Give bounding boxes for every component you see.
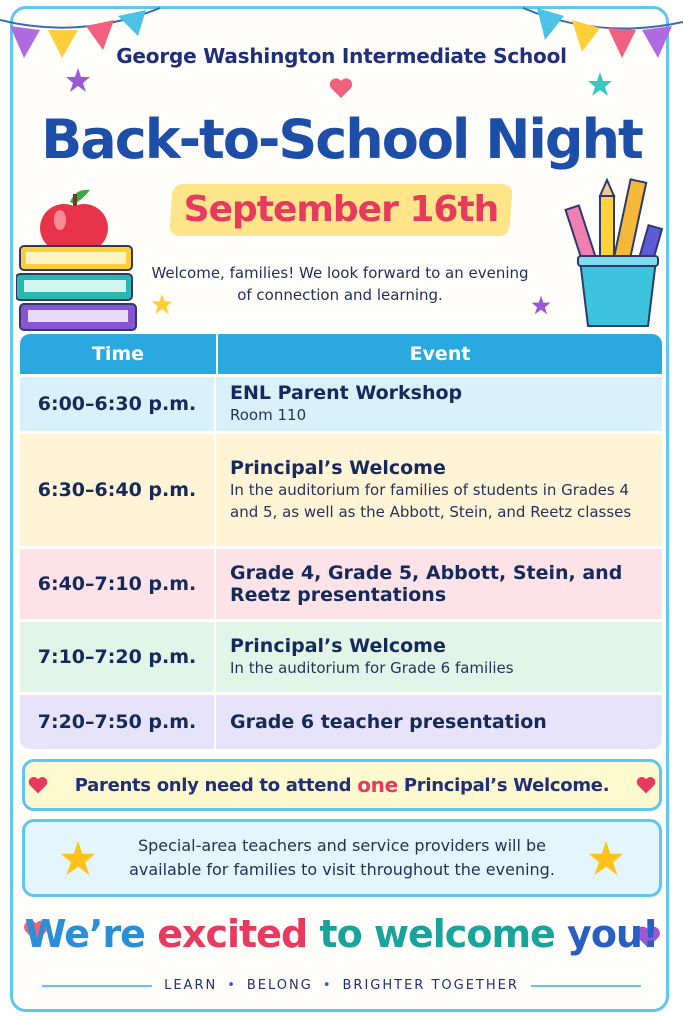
note-text-end: Principal’s Welcome.	[403, 774, 610, 796]
footer-separator: •	[227, 978, 237, 993]
time-column-header: Time	[20, 334, 218, 374]
row-event: Principal’s Welcome	[230, 635, 446, 657]
principal-welcome-note	[22, 759, 662, 811]
event-date: September 16th	[183, 189, 499, 230]
star-icon	[586, 70, 614, 98]
special-area-text: Special-area teachers and service providers will be available for families to visit throughout the evening.	[129, 836, 555, 879]
heart-icon	[635, 775, 657, 795]
schedule-header	[20, 334, 662, 374]
schedule-row	[20, 622, 662, 692]
footer-tagline	[0, 978, 683, 993]
row-event: Grade 6 teacher presentation	[230, 711, 547, 733]
row-time: 6:40–7:10 p.m.	[20, 549, 216, 619]
special-area-note	[22, 819, 662, 897]
star-icon	[64, 66, 92, 94]
event-column-header: Event	[409, 343, 471, 365]
closing-word-4: you!	[567, 912, 659, 956]
closing-word-3: to welcome	[319, 912, 555, 956]
footer-item-brighter: BRIGHTER TOGETHER	[342, 978, 519, 993]
footer-item-learn: LEARN	[164, 978, 218, 993]
row-detail: In the auditorium for families of students in Grades 4 and 5, as well as the Abbott, Stein, and Reetz classes	[230, 481, 632, 521]
row-time: 7:10–7:20 p.m.	[20, 622, 216, 692]
star-icon	[586, 838, 626, 878]
schedule-row	[20, 377, 662, 431]
heart-icon	[328, 76, 354, 100]
schedule-row	[20, 549, 662, 619]
row-event: ENL Parent Workshop	[230, 382, 463, 404]
schedule-table	[20, 334, 662, 749]
row-event: Principal’s Welcome	[230, 457, 446, 479]
footer-item-belong: BELONG	[246, 978, 313, 993]
note-text-start: Parents only need to attend	[74, 774, 352, 796]
welcome-line-1: Welcome, families! We look forward to an evening	[151, 264, 529, 282]
event-title: Back-to-School Night	[41, 108, 642, 171]
school-name: George Washington Intermediate School	[116, 44, 567, 68]
schedule-row	[20, 695, 662, 749]
pencil-cup-icon	[560, 176, 670, 332]
row-detail: In the auditorium for Grade 6 families	[230, 659, 514, 677]
star-icon	[58, 838, 98, 878]
books-apple-icon	[16, 180, 140, 334]
date-banner	[171, 178, 511, 242]
closing-message	[0, 906, 683, 962]
footer-divider	[42, 985, 152, 987]
schedule-row	[20, 434, 662, 546]
closing-word-2: excited	[157, 912, 308, 956]
note-emphasis: one	[357, 773, 398, 797]
row-time: 7:20–7:50 p.m.	[20, 695, 216, 749]
heart-icon	[27, 775, 49, 795]
footer-separator: •	[322, 978, 333, 993]
row-detail: Room 110	[230, 406, 307, 424]
footer-divider	[531, 985, 641, 987]
welcome-line-2: of connection and learning.	[237, 286, 443, 304]
row-time: 6:00–6:30 p.m.	[20, 377, 216, 431]
closing-word-1: We’re	[24, 912, 145, 956]
welcome-message	[140, 262, 540, 306]
row-event: Grade 4, Grade 5, Abbott, Stein, and Reetz presentations	[230, 562, 623, 606]
row-time: 6:30–6:40 p.m.	[20, 434, 216, 546]
